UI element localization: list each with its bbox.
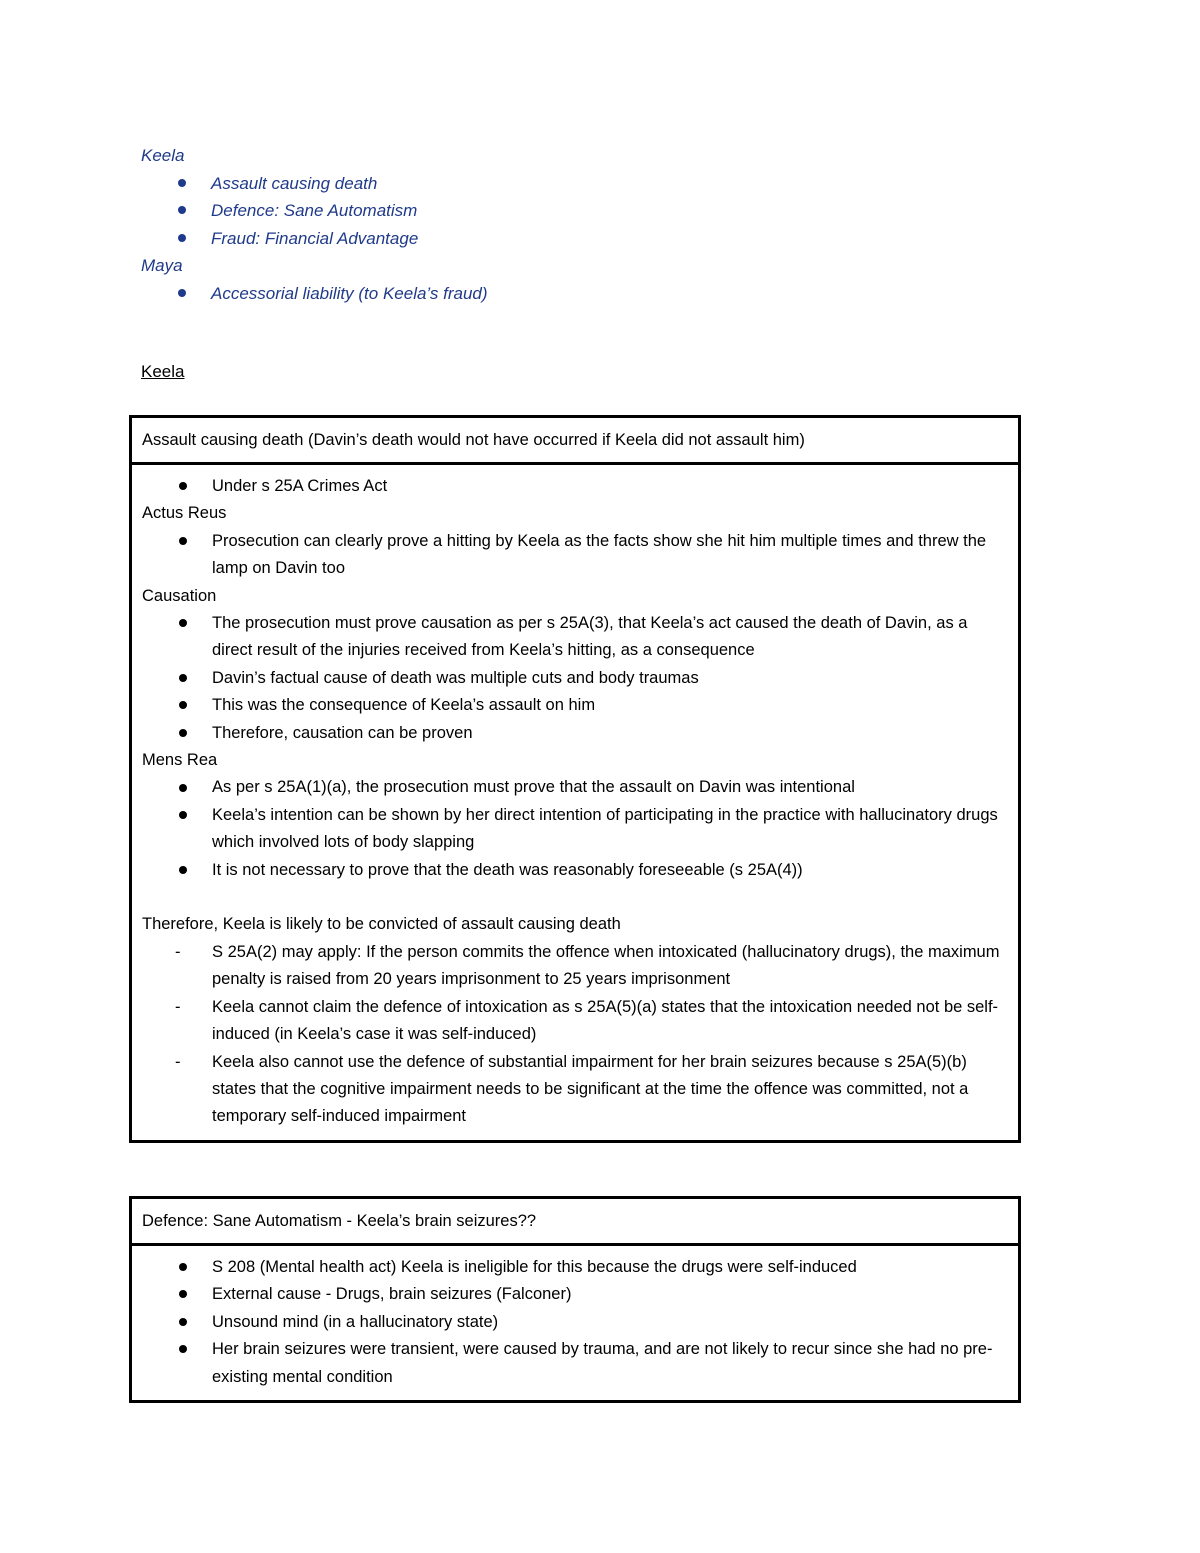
dash-item: - Keela also cannot use the defence of substantial impairment for her brain seizures because s 25A(5)(b) states that the cognitive impairment needs to be significant at the time the offence was committed, not a temporary self-induced impairment (142, 1049, 1006, 1131)
list-item: The prosecution must prove causation as per s 25A(3), that Keela’s act caused the death of Davin, as a direct result of the injuries received from Keela’s hitting, as a consequence (142, 610, 1006, 665)
outline-item: Assault causing death (141, 170, 1041, 198)
outline-person-maya: Maya (141, 256, 183, 275)
list-item: External cause - Drugs, brain seizures (Falconer) (142, 1281, 1006, 1308)
outline-item: Accessorial liability (to Keela’s fraud) (141, 280, 1041, 308)
spacer (142, 884, 1006, 911)
list-item: S 208 (Mental health act) Keela is ineligible for this because the drugs were self-induced (142, 1254, 1006, 1281)
outline-person-keela: Keela (141, 146, 185, 165)
assault-causing-death-table (129, 415, 1021, 1143)
sane-automatism-table (129, 1196, 1021, 1403)
subheading-actus-reus: Actus Reus (142, 504, 227, 523)
outline-list-maya (141, 280, 1041, 308)
outline-list-keela (141, 170, 1041, 253)
table-header: Defence: Sane Automatism - Keela’s brain seizures?? (132, 1199, 1018, 1246)
list-item: As per s 25A(1)(a), the prosecution must prove that the assault on Davin was intentional (142, 774, 1006, 801)
subheading-causation: Causation (142, 586, 217, 605)
table-body (132, 465, 1018, 1137)
list-item: Therefore, causation can be proven (142, 720, 1006, 747)
conclusion-text: Therefore, Keela is likely to be convicted of assault causing death (142, 915, 621, 934)
list-item: Davin’s factual cause of death was multiple cuts and body traumas (142, 665, 1006, 692)
section-heading-keela: Keela (141, 362, 185, 381)
list-item: It is not necessary to prove that the death was reasonably foreseeable (s 25A(4)) (142, 857, 1006, 884)
dash-item: - S 25A(2) may apply: If the person commits the offence when intoxicated (hallucinatory drugs), the maximum penalty is raised from 20 years imprisonment to 25 years imprisonment (142, 939, 1006, 994)
subheading-mens-rea: Mens Rea (142, 751, 218, 770)
list-item: Under s 25A Crimes Act (142, 473, 1006, 500)
list-item: Unsound mind (in a hallucinatory state) (142, 1309, 1006, 1336)
outline-item: Defence: Sane Automatism (141, 197, 1041, 225)
dash-item: - Keela cannot claim the defence of intoxication as s 25A(5)(a) states that the intoxication needed not be self-induced (in Keela’s case it was self-induced) (142, 994, 1006, 1049)
list-item: This was the consequence of Keela’s assault on him (142, 692, 1006, 719)
list-item: Prosecution can clearly prove a hitting by Keela as the facts show she hit him multiple times and threw the lamp on Davin too (142, 528, 1006, 583)
list-item: Keela’s intention can be shown by her direct intention of participating in the practice with hallucinatory drugs which involved lots of body slapping (142, 802, 1006, 857)
list-item: Her brain seizures were transient, were caused by trauma, and are not likely to recur since she had no pre-existing mental condition (142, 1336, 1006, 1391)
outline-item: Fraud: Financial Advantage (141, 225, 1041, 253)
table-body (132, 1246, 1018, 1397)
table-header: Assault causing death (Davin’s death would not have occurred if Keela did not assault him) (132, 418, 1018, 465)
issue-outline (141, 142, 1041, 307)
